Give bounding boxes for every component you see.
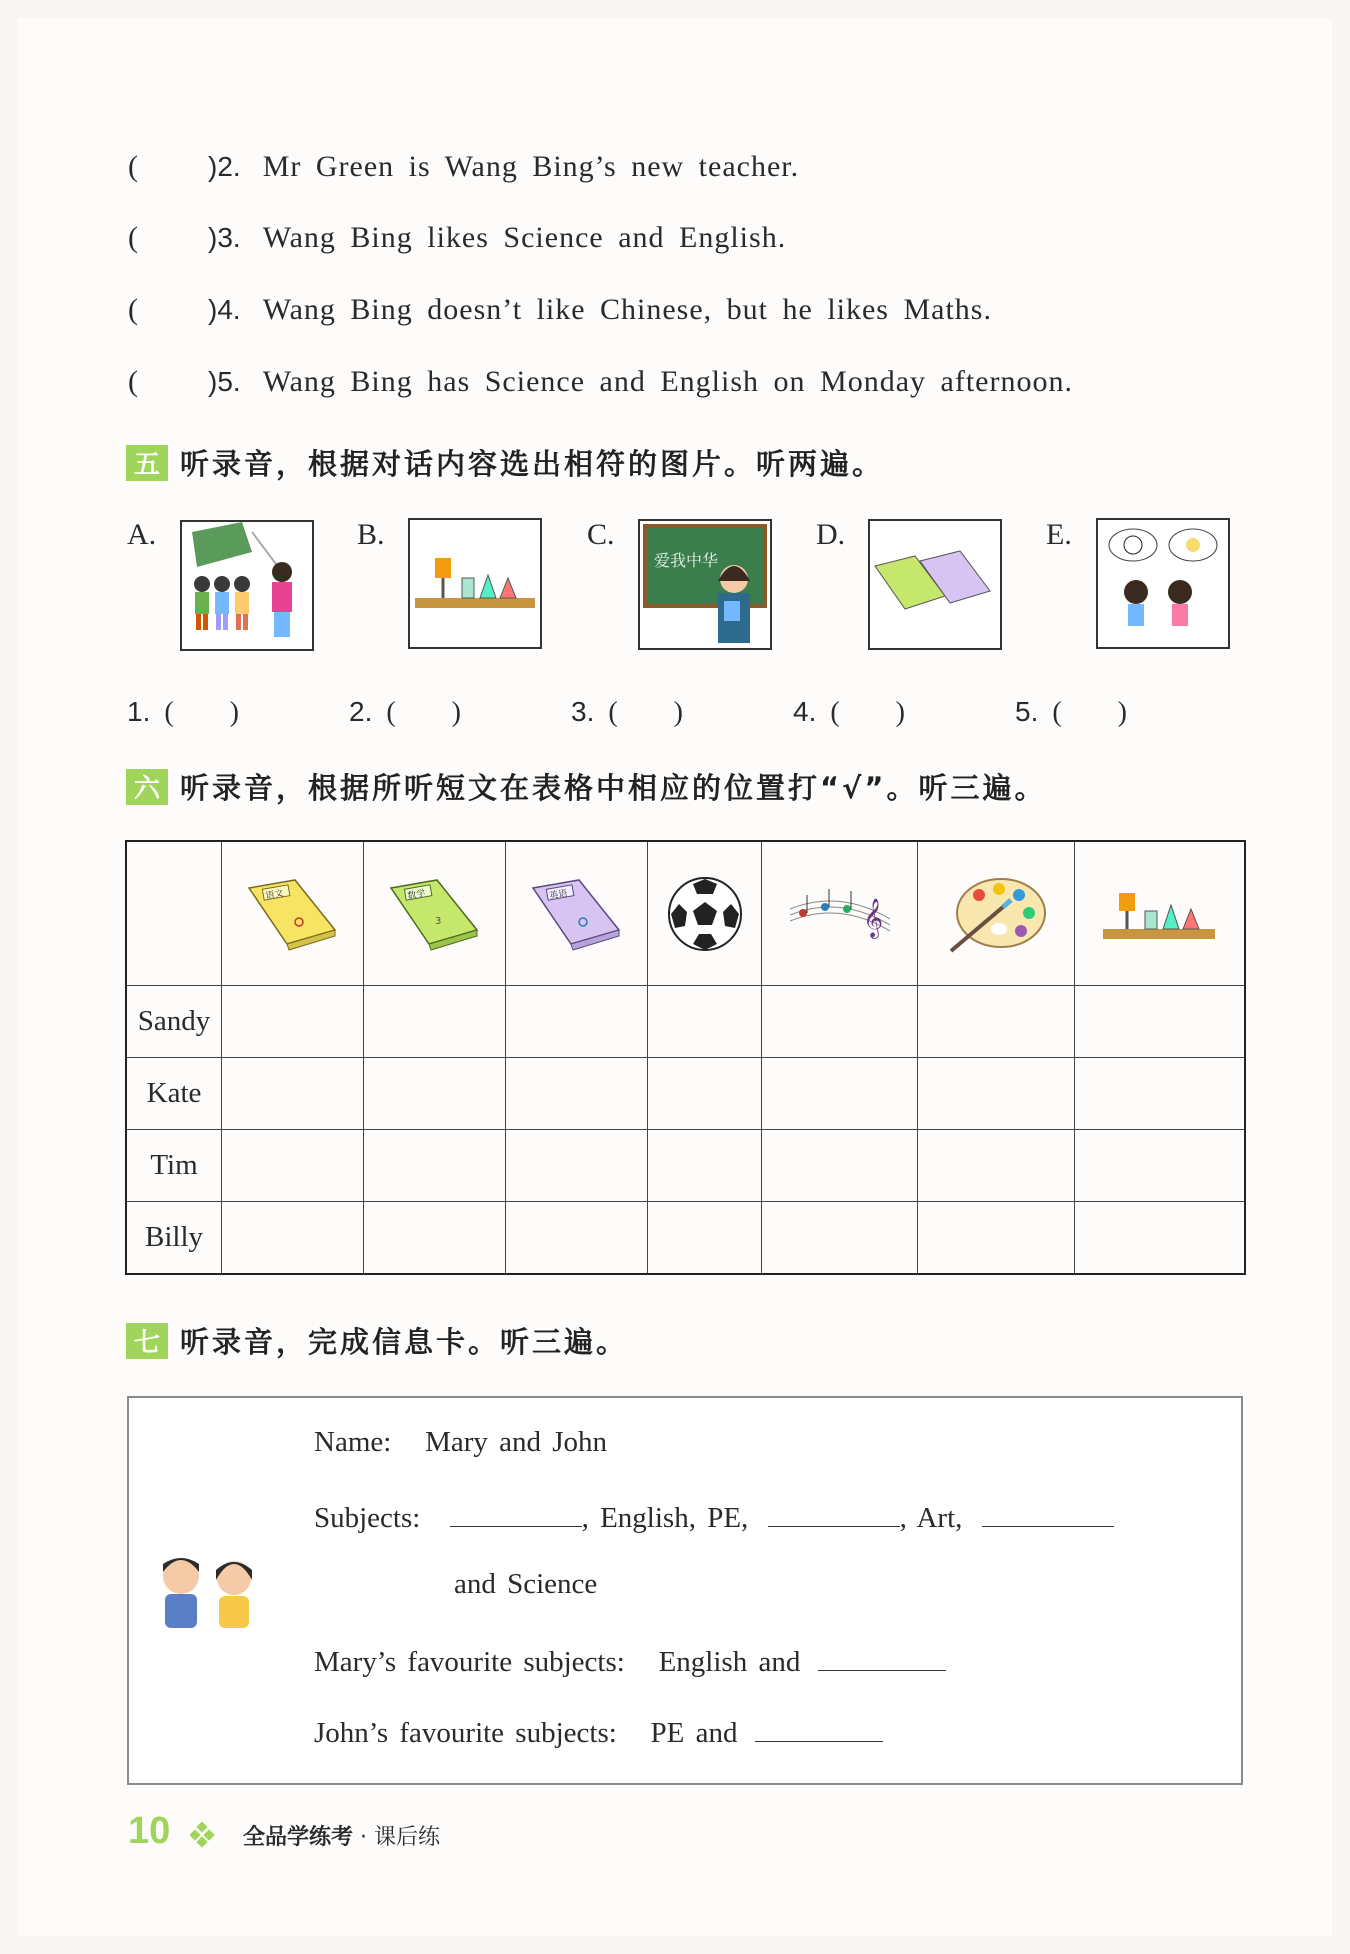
check-cell[interactable] (364, 986, 506, 1058)
boy-girl-thinking-picture[interactable] (1096, 518, 1230, 649)
table-row (126, 1202, 1245, 1275)
chinese-book-label: 语文 (264, 888, 284, 902)
option-letter-d: D. (816, 518, 846, 551)
answer-paren[interactable]: ( (128, 365, 138, 398)
info-card (127, 1396, 1243, 1785)
section-6-heading (126, 766, 1046, 807)
name-value: Mary and John (425, 1426, 608, 1458)
check-cell[interactable] (506, 1058, 648, 1130)
tf-item-2 (128, 150, 799, 184)
subjects-text-3: and Science (454, 1568, 598, 1600)
answer-5[interactable] (1015, 690, 1127, 730)
check-cell[interactable] (648, 1058, 762, 1130)
corner-cell (126, 841, 222, 986)
answer-paren[interactable]: ( (128, 293, 138, 326)
section-5-heading (126, 442, 884, 483)
answer-num: 4. (793, 696, 817, 727)
section-badge: 六 (126, 769, 168, 805)
brand-name: 全品学练考 (243, 1825, 354, 1850)
check-cell[interactable] (648, 1130, 762, 1202)
answer-paren[interactable]: ( ) (830, 697, 906, 728)
answer-4[interactable] (793, 690, 905, 730)
answer-num: 2. (349, 696, 373, 727)
maths-english-books-picture[interactable] (868, 519, 1002, 650)
answer-num: 1. (127, 696, 151, 727)
check-cell[interactable] (1074, 1202, 1245, 1275)
subjects-line (314, 1496, 1114, 1535)
john-value: PE and (650, 1717, 738, 1749)
chinese-book-icon (222, 841, 364, 986)
check-cell[interactable] (506, 986, 648, 1058)
item-text: Mr Green is Wang Bing’s new teacher. (262, 150, 800, 183)
section-badge: 五 (126, 445, 168, 481)
check-cell[interactable] (364, 1058, 506, 1130)
check-cell[interactable] (506, 1130, 648, 1202)
subject-blank-2[interactable] (768, 1496, 900, 1527)
science-lab-icon (1074, 841, 1245, 986)
tf-item-4 (128, 293, 992, 327)
check-cell[interactable] (364, 1130, 506, 1202)
row-label: Billy (126, 1202, 222, 1275)
diamond-icon (190, 1822, 216, 1848)
series-name: 课后练 (374, 1825, 441, 1850)
row-label: Sandy (126, 986, 222, 1058)
john-label: John’s favourite subjects: (314, 1717, 617, 1749)
item-number: )3. (208, 222, 241, 253)
name-label: Name: (314, 1426, 392, 1458)
svg-text:𝄞: 𝄞 (862, 897, 883, 938)
check-cell[interactable] (1074, 1058, 1245, 1130)
option-letter-b: B. (357, 518, 385, 551)
mary-blank[interactable] (818, 1640, 946, 1671)
check-cell[interactable] (222, 1202, 364, 1275)
answer-3[interactable] (571, 690, 683, 730)
subjects-text-2: , Art, (899, 1502, 963, 1534)
answer-paren[interactable]: ( (128, 150, 138, 183)
answer-paren[interactable]: ( (128, 221, 138, 254)
answer-paren[interactable]: ( ) (164, 697, 240, 728)
answer-paren[interactable]: ( ) (608, 697, 684, 728)
subjects-line-2 (454, 1568, 597, 1601)
maths-book-icon (364, 841, 506, 986)
check-cell[interactable] (762, 1202, 918, 1275)
children-and-teacher-picture[interactable] (180, 520, 314, 651)
check-cell[interactable] (1074, 1130, 1245, 1202)
check-cell[interactable] (364, 1202, 506, 1275)
tf-item-5 (128, 365, 1073, 399)
table-row (126, 986, 1245, 1058)
subjects-text-1: , English, PE, (581, 1502, 749, 1534)
blackboard-text: 爱我中华 (654, 551, 719, 570)
check-cell[interactable] (222, 986, 364, 1058)
football-icon (648, 841, 762, 986)
section-7-heading (126, 1320, 628, 1361)
english-book-icon (506, 841, 648, 986)
section-title: 听录音，根据对话内容选出相符的图片。听两遍。 (180, 447, 885, 481)
answer-1[interactable] (127, 690, 239, 730)
brand-dot: · (360, 1825, 368, 1850)
answer-2[interactable] (349, 690, 461, 730)
check-cell[interactable] (762, 986, 918, 1058)
footer-brand (243, 1820, 440, 1851)
check-cell[interactable] (762, 1058, 918, 1130)
check-cell[interactable] (506, 1202, 648, 1275)
answer-paren[interactable]: ( ) (1052, 697, 1128, 728)
answer-num: 3. (571, 696, 595, 727)
table-row (126, 1130, 1245, 1202)
check-cell[interactable] (918, 1058, 1074, 1130)
boy-and-girl-icon (149, 1548, 259, 1638)
john-line (314, 1711, 883, 1750)
science-lab-picture[interactable] (408, 518, 542, 649)
maths-book-label: 数学 (406, 888, 426, 902)
table-row (126, 1058, 1245, 1130)
mary-value: English and (658, 1646, 801, 1678)
section-badge: 七 (126, 1323, 168, 1359)
answer-num: 5. (1015, 696, 1039, 727)
check-cell[interactable] (918, 1202, 1074, 1275)
subject-check-table (125, 840, 1246, 1275)
item-text: Wang Bing likes Science and English. (262, 221, 787, 254)
option-letter-e: E. (1046, 518, 1072, 551)
check-cell[interactable] (762, 1130, 918, 1202)
item-number: )5. (208, 366, 241, 397)
check-cell[interactable] (1074, 986, 1245, 1058)
subject-blank-3[interactable] (982, 1496, 1114, 1527)
music-notes-icon (762, 841, 918, 986)
answer-paren[interactable]: ( ) (386, 697, 462, 728)
svg-text:3: 3 (434, 915, 442, 927)
check-cell[interactable] (918, 1130, 1074, 1202)
name-line (314, 1426, 607, 1459)
row-label: Kate (126, 1058, 222, 1130)
check-cell[interactable] (222, 1130, 364, 1202)
english-book-label: 英语 (548, 888, 569, 902)
option-letter-a: A. (127, 518, 157, 551)
option-letter-c: C. (587, 518, 615, 551)
section-title: 听录音，完成信息卡。听三遍。 (180, 1325, 629, 1359)
tf-item-3 (128, 221, 786, 255)
item-number: )2. (208, 151, 241, 182)
row-label: Tim (126, 1130, 222, 1202)
check-cell[interactable] (648, 1202, 762, 1275)
item-text: Wang Bing doesn’t like Chinese, but he likes Maths. (262, 293, 992, 326)
mary-label: Mary’s favourite subjects: (314, 1646, 625, 1678)
page-number: 10 (128, 1810, 171, 1852)
art-palette-icon (918, 841, 1074, 986)
item-text: Wang Bing has Science and English on Monday afternoon. (262, 365, 1073, 398)
subject-blank-1[interactable] (450, 1496, 582, 1527)
check-cell[interactable] (222, 1058, 364, 1130)
check-cell[interactable] (648, 986, 762, 1058)
check-cell[interactable] (918, 986, 1074, 1058)
teacher-blackboard-picture[interactable] (638, 519, 772, 650)
mary-line (314, 1640, 946, 1679)
item-number: )4. (208, 294, 241, 325)
table-header-row (126, 841, 1245, 986)
subjects-label: Subjects: (314, 1502, 421, 1534)
section-title: 听录音，根据所听短文在表格中相应的位置打“√”。听三遍。 (180, 771, 1047, 805)
john-blank[interactable] (755, 1711, 883, 1742)
